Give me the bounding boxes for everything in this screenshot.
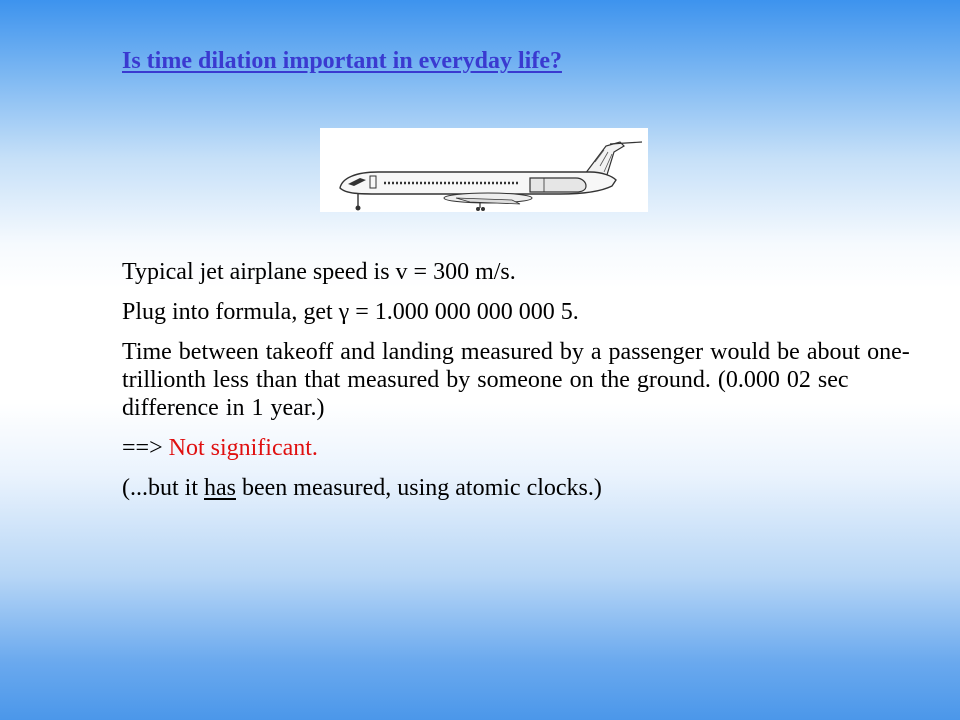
note-suffix: been measured, using atomic clocks.) — [236, 475, 602, 501]
airplane-illustration — [320, 128, 648, 212]
note-prefix: (...but it — [122, 475, 204, 501]
slide-body — [122, 258, 922, 514]
explanation-paragraph: Time between takeoff and landing measured by a passenger would be about one-trillionth less than that measured by someone on the ground. (0.000 02 sec difference in 1 year.) — [122, 339, 910, 421]
conclusion-arrow: ==> — [122, 435, 169, 461]
conclusion-text: Not significant. — [168, 435, 318, 461]
airplane-icon — [320, 128, 648, 212]
slide-title: Is time dilation important in everyday life? — [122, 48, 562, 74]
conclusion-line — [122, 434, 922, 462]
note-emphasis: has — [204, 475, 236, 501]
note-line — [122, 474, 922, 502]
speed-line: Typical jet airplane speed is v = 300 m/s. — [122, 259, 516, 285]
gamma-line: Plug into formula, get γ = 1.000 000 000 000 5. — [122, 299, 579, 325]
